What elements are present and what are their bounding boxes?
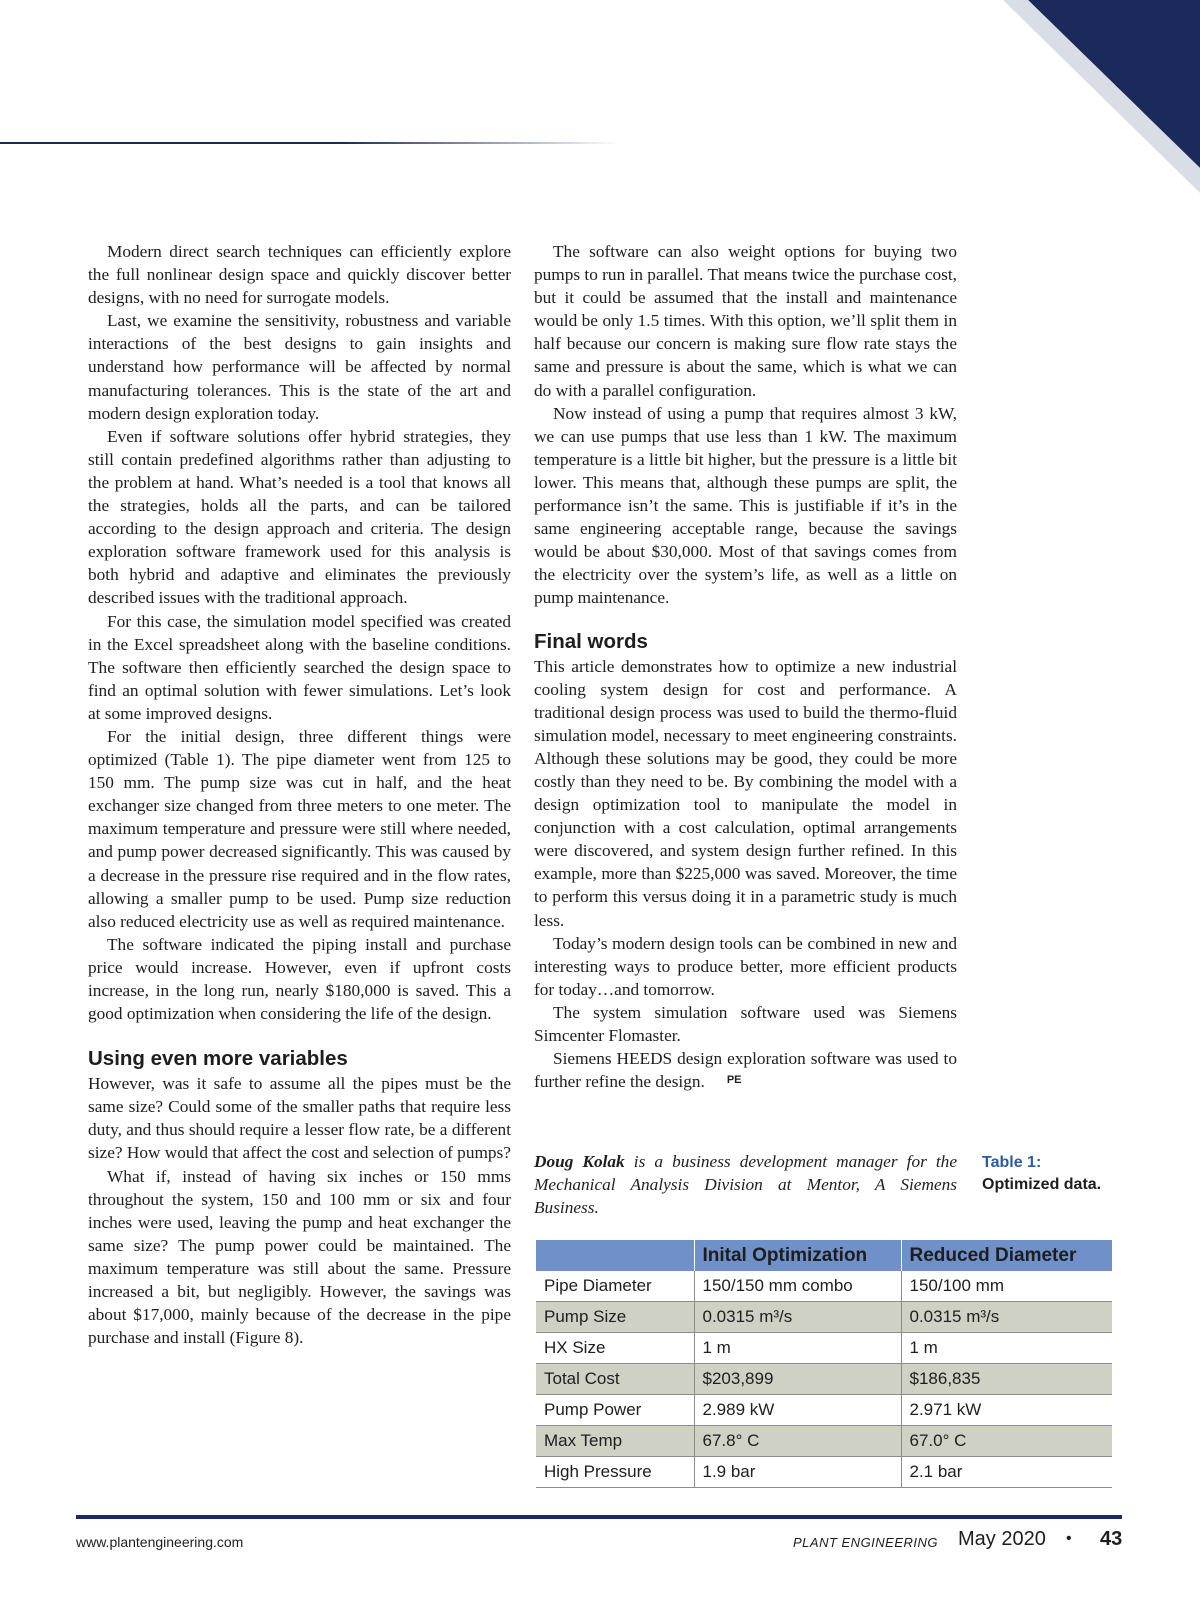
body-paragraph: This article demonstrates how to optimize a new industrial cooling system design for cost and performance. A traditional design process was used to build the thermo-fluid simulation model, necessary to meet engineering constraints. Although these solutions may be good, they could be more costly than they need to be. By combining the model with a design optimization tool to manipulate the model in conjunction with a cost calculation, optimal arrangements were discovered, and system design further refined. In this example, more than $225,000 was saved. Moreover, the time to perform this versus doing it in a parametric study is much less. xyxy=(534,656,957,930)
body-text: Siemens HEEDS design exploration software was used to further refine the design. xyxy=(534,1049,957,1092)
table-cell: 150/100 mm xyxy=(901,1271,1112,1302)
body-paragraph: For the initial design, three different things were optimized (Table 1). The pipe diameter went from 125 to 150 mm. The pump size was cut in half, and the heat exchanger size changed from three meters to one meter. The maximum temperature and pressure were still where needed, and pump power decreased significantly. This was caused by a decrease in the pressure rise required and in the flow rates, allowing a smaller pump to be used. Pump size reduction also reduced electricity use as well as required maintenance. xyxy=(88,726,511,931)
body-paragraph xyxy=(534,1047,957,1093)
optimized-data-table xyxy=(536,1240,1112,1488)
table-row xyxy=(536,1364,1112,1395)
body-paragraph: Even if software solutions offer hybrid strategies, they still contain predefined algorithms rather than adjusting to the problem at hand. What’s needed is a tool that knows all the strategies, holds all the parts, and can be tailored according to the design approach and criteria. The design exploration software framework used for this analysis is both hybrid and adaptive and eliminates the previously described issues with the traditional approach. xyxy=(88,426,511,608)
section-heading: Final words xyxy=(534,629,648,653)
table-cell: HX Size xyxy=(536,1333,694,1364)
table-cell: Pump Power xyxy=(536,1395,694,1426)
footer-rule xyxy=(76,1515,1122,1519)
table-row xyxy=(536,1302,1112,1333)
body-paragraph: What if, instead of having six inches or 150 mms throughout the system, 150 and 100 mm or six and four inches were used, leaving the pump and heat exchanger the same size? The pump power could be maintained. The maximum temperature was still about the same. Pressure increased a bit, but negligibly. However, the savings was about $17,000, mainly because of the decrease in the pipe purchase and install (Figure 8). xyxy=(88,1166,511,1348)
author-name: Doug Kolak xyxy=(534,1152,625,1171)
body-paragraph: The software indicated the piping install and purchase price would increase. However, even if upfront costs increase, in the long run, nearly $180,000 is saved. This a good optimization when considering the life of the design. xyxy=(88,934,511,1024)
table-cell: Pipe Diameter xyxy=(536,1271,694,1302)
body-paragraph: For this case, the simulation model specified was created in the Excel spreadsheet along with the baseline conditions. The software then efficiently searched the design space to find an optimal solution with fewer simulations. Let’s look at some improved designs. xyxy=(88,611,511,723)
table-cell: 150/150 mm combo xyxy=(694,1271,901,1302)
table-cell: 1 m xyxy=(901,1333,1112,1364)
table-cell: $203,899 xyxy=(694,1364,901,1395)
table-header-cell: Inital Optimization xyxy=(694,1240,901,1271)
left-column xyxy=(88,240,511,1349)
body-paragraph: The system simulation software used was Siemens Simcenter Flomaster. xyxy=(534,1002,957,1045)
table-row xyxy=(536,1333,1112,1364)
table-cell: 0.0315 m³/s xyxy=(694,1302,901,1333)
table-cell: 2.1 bar xyxy=(901,1457,1112,1488)
section-heading: Using even more variables xyxy=(88,1047,348,1071)
body-paragraph: Now instead of using a pump that requires almost 3 kW, we can use pumps that use less than 1 kW. The maximum temperature is a little bit higher, but the pressure is a little bit lower. This means that, although these pumps are split, the performance isn’t the same. This is justifiable if it’s in the same engineering acceptable range, because the savings would be about $30,000. Most of that savings comes from the electricity over the system’s life, as well as a little on pump maintenance. xyxy=(534,403,957,608)
body-paragraph: Today’s modern design tools can be combined in new and interesting ways to produce better, more efficient products for today…and tomorrow. xyxy=(534,933,957,999)
table-cell: 0.0315 m³/s xyxy=(901,1302,1112,1333)
table-row xyxy=(536,1271,1112,1302)
table-row xyxy=(536,1457,1112,1488)
page-number: 43 xyxy=(1100,1528,1123,1550)
table-cell: 1 m xyxy=(694,1333,901,1364)
table-caption-text: Optimized data. xyxy=(982,1176,1102,1193)
table-cell: 67.0° C xyxy=(901,1426,1112,1457)
table-caption-label: Table 1: xyxy=(982,1154,1042,1171)
body-paragraph: However, was it safe to assume all the pipes must be the same size? Could some of the smaller paths that require less duty, and thus should require a lesser flow rate, be a different size? How would that affect the cost and selection of pumps? xyxy=(88,1074,511,1163)
table-header-cell: Reduced Diameter xyxy=(901,1240,1112,1271)
body-paragraph: Last, we examine the sensitivity, robustness and variable interactions of the best designs to gain insights and understand how performance will be affected by normal manufacturing tolerances. This is the state of the art and modern design exploration today. xyxy=(88,311,511,423)
footer-issue-date: May 2020 xyxy=(958,1528,1046,1550)
end-mark-logo: PE xyxy=(726,1074,742,1087)
footer-magazine-name: PLANT ENGINEERING xyxy=(793,1535,939,1550)
table-cell: 67.8° C xyxy=(694,1426,901,1457)
footer-separator: • xyxy=(1066,1530,1072,1547)
table-cell: Max Temp xyxy=(536,1426,694,1457)
table-cell: Total Cost xyxy=(536,1364,694,1395)
table-cell: $186,835 xyxy=(901,1364,1112,1395)
table-cell: 1.9 bar xyxy=(694,1457,901,1488)
table-row xyxy=(536,1395,1112,1426)
table-caption xyxy=(982,1152,1102,1196)
table-header-row xyxy=(536,1240,1112,1271)
body-paragraph: The software can also weight options for buying two pumps to run in parallel. That means twice the purchase cost, but it could be assumed that the install and maintenance would be only 1.5 times. With this option, we’ll split them in half because our concern is making sure flow rate stays the same and pressure is about the same, which is what we can do with a parallel configuration. xyxy=(534,242,957,400)
table-cell: 2.971 kW xyxy=(901,1395,1112,1426)
right-column xyxy=(534,240,957,1093)
footer-url: www.plantengineering.com xyxy=(76,1534,244,1550)
table-cell: Pump Size xyxy=(536,1302,694,1333)
body-paragraph: Modern direct search techniques can efficiently explore the full nonlinear design space and quickly discover better designs, with no need for surrogate models. xyxy=(88,242,511,308)
table-row xyxy=(536,1426,1112,1457)
author-bio xyxy=(534,1150,957,1219)
table-cell: High Pressure xyxy=(536,1457,694,1488)
table-cell: 2.989 kW xyxy=(694,1395,901,1426)
header-rule xyxy=(0,142,620,144)
table-header-cell xyxy=(536,1240,694,1271)
author-bio-text: is a business development manager for the Mechanical Analysis Division at Mentor, A Siemens Business. xyxy=(534,1152,957,1218)
corner-decoration xyxy=(0,0,1200,200)
